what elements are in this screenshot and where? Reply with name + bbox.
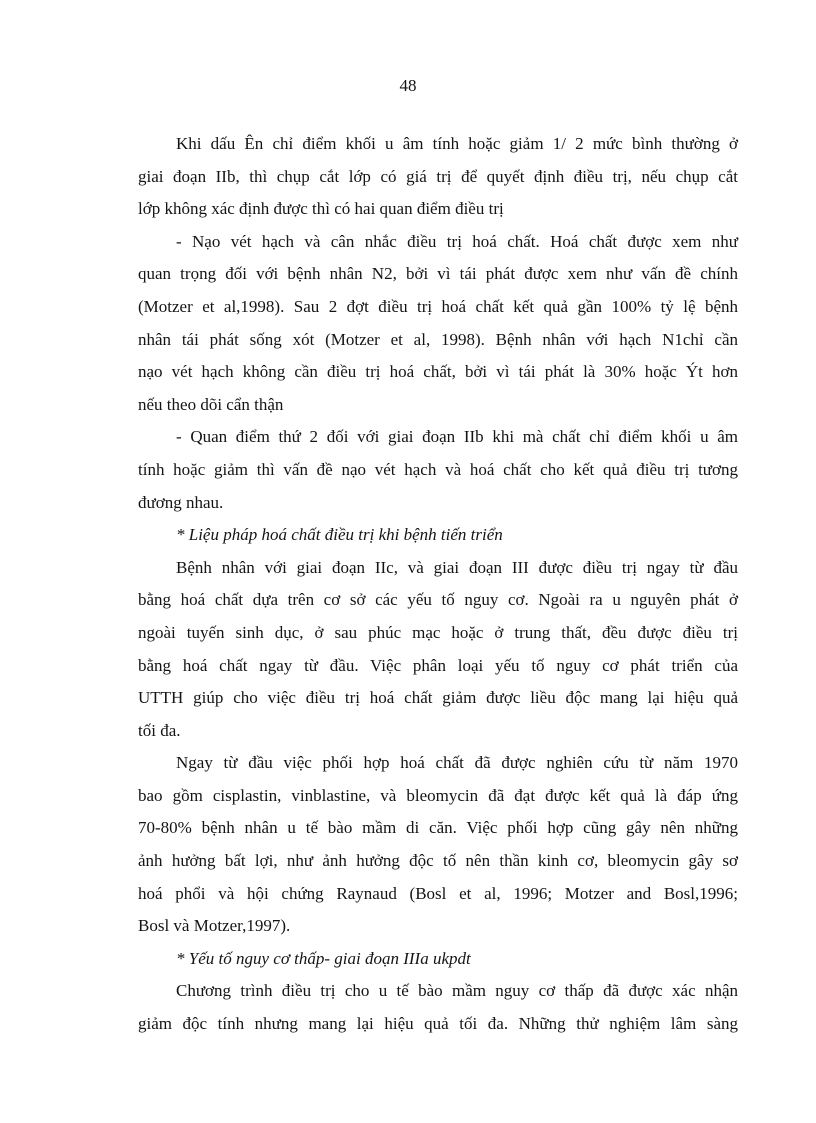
text-line: bằng hoá chất ngay từ đầu. Việc phân loại yếu tố nguy cơ phát triển của	[138, 655, 738, 675]
text-line: ảnh hưởng bất lợi, như ảnh hưởng độc tố nên thần kinh cơ, bleomycin gây sơ	[138, 851, 738, 871]
text-line: hoá phổi và hội chứng Raynaud (Bosl et al, 1996; Motzer and Bosl,1996;	[138, 883, 738, 903]
text-line: nếu theo dõi cẩn thận	[138, 394, 284, 414]
text-line: Bệnh nhân với giai đoạn IIc, và giai đoạn III được điều trị ngay từ đầu	[176, 557, 738, 577]
text-line: nhân tái phát sống xót (Motzer et al, 1998). Bệnh nhân với hạch N1chỉ cần	[138, 329, 738, 349]
text-line: quan trọng đối với bệnh nhân N2, bởi vì tái phát được xem như vấn đề chính	[138, 264, 738, 284]
text-line: Khi dấu Ên chỉ điểm khối u âm tính hoặc giảm 1/ 2 mức bình thường ở	[176, 134, 738, 153]
text-line: ngoài tuyến sinh dục, ở sau phúc mạc hoặc ở trung thất, đều được điều trị	[138, 622, 738, 642]
text-line: Chương trình điều trị cho u tế bào mầm nguy cơ thấp đã được xác nhận	[176, 981, 738, 1001]
text-line: (Motzer et al,1998). Sau 2 đợt điều trị hoá chất kết quả gần 100% tỷ lệ bệnh	[138, 296, 738, 316]
section-heading-line: * Liệu pháp hoá chất điều trị khi bệnh tiến triển	[176, 525, 503, 545]
page-number: 48	[399, 76, 417, 95]
text-line: 70-80% bệnh nhân u tế bào mầm di căn. Việc phối hợp cũng gây nên những	[138, 818, 738, 838]
text-line: bao gồm cisplastin, vinblastine, và bleomycin đã đạt được kết quả là đáp ứng	[138, 785, 738, 805]
text-line: đương nhau.	[138, 492, 224, 512]
text-line: Bosl và Motzer,1997).	[138, 916, 291, 936]
text-line: - Nạo vét hạch và cân nhắc điều trị hoá chất. Hoá chất được xem như	[176, 231, 738, 251]
body-text	[138, 128, 738, 1041]
text-line: Ngay từ đầu việc phối hợp hoá chất đã được nghiên cứu từ năm 1970	[176, 753, 738, 773]
text-line: giảm độc tính nhưng mang lại hiệu quả tối đa. Những thử nghiệm lâm sàng	[138, 1014, 738, 1034]
text-line: UTTH giúp cho việc điều trị hoá chất giảm được liều độc mang lại hiệu quả	[138, 688, 738, 708]
text-line: lớp không xác định được thì có hai quan điểm điều trị	[138, 199, 504, 219]
text-line: tính hoặc giảm thì vấn đề nạo vét hạch và hoá chất cho kết quả điều trị tương	[138, 459, 738, 479]
text-line: nạo vét hạch không cần điều trị hoá chất, bởi vì tái phát là 30% hoặc Ýt hơn	[138, 362, 738, 382]
text-line: bằng hoá chất dựa trên cơ sở các yếu tố nguy cơ. Ngoài ra u nguyên phát ở	[138, 590, 738, 610]
text-line: - Quan điểm thứ 2 đối với giai đoạn IIb khi mà chất chỉ điểm khối u âm	[176, 427, 738, 447]
text-line: tối đa.	[138, 720, 181, 740]
section-heading-line: * Yếu tố nguy cơ thấp- giai đoạn IIIa ukpdt	[176, 948, 471, 968]
text-line: giai đoạn IIb, thì chụp cắt lớp có giá trị để quyết định điều trị, nếu chụp cắt	[138, 166, 738, 186]
